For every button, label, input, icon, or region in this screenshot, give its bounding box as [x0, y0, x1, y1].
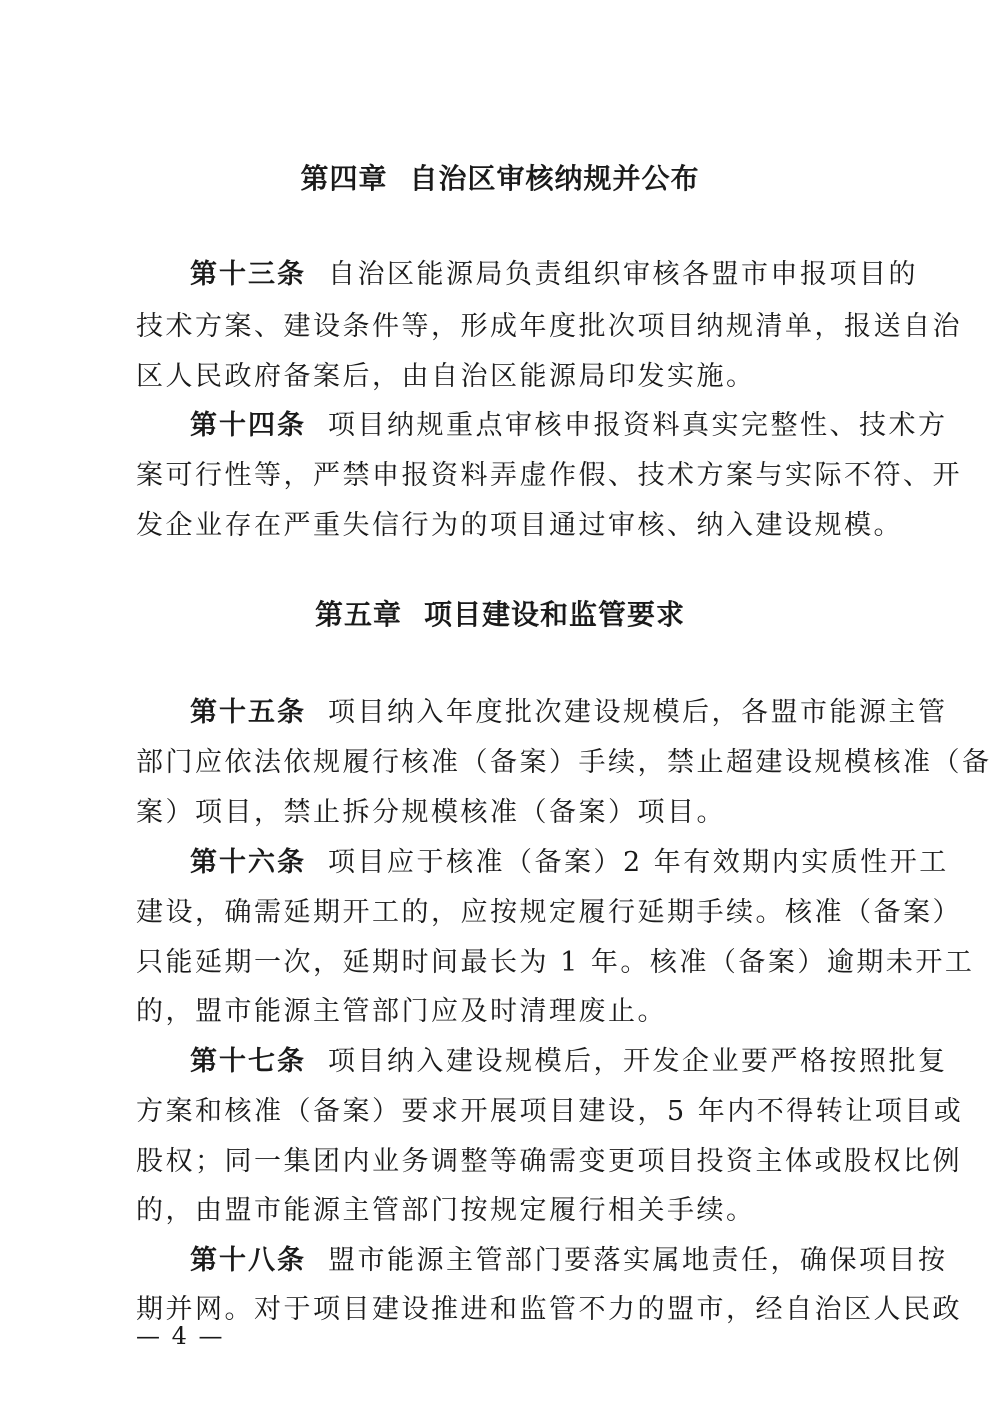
article-16-line-3: 只能延期一次，延期时间最长为 1 年。核准（备案）逾期未开工: [136, 947, 975, 978]
article-18-line-1: [190, 1238, 948, 1277]
article-16-number: 第十六条: [190, 847, 306, 878]
article-18-line-2: 期并网。对于项目建设推进和监管不力的盟市，经自治区人民政: [136, 1294, 962, 1325]
page-number: — 4 —: [136, 1322, 225, 1350]
article-13-number: 第十三条: [190, 259, 306, 290]
article-13-text: 自治区能源局负责组织审核各盟市申报项目的: [328, 259, 918, 290]
article-14-line-2: 案可行性等，严禁申报资料弄虚作假、技术方案与实际不符、开: [136, 460, 962, 491]
article-16-line-4: 的，盟市能源主管部门应及时清理废止。: [136, 996, 667, 1027]
chapter-5-heading: [0, 593, 1000, 633]
article-15-number: 第十五条: [190, 697, 306, 728]
article-16-line-2: 建设，确需延期开工的，应按规定履行延期手续。核准（备案）: [136, 897, 962, 928]
article-15-text: 项目纳入年度批次建设规模后，各盟市能源主管: [328, 697, 948, 728]
article-18-text: 盟市能源主管部门要落实属地责任，确保项目按: [328, 1245, 948, 1276]
article-14-number: 第十四条: [190, 410, 306, 441]
article-13-line-1: [190, 252, 918, 291]
article-17-line-3: 股权；同一集团内业务调整等确需变更项目投资主体或股权比例: [136, 1146, 962, 1177]
article-17-text: 项目纳入建设规模后，开发企业要严格按照批复: [328, 1046, 948, 1077]
article-18-number: 第十八条: [190, 1245, 306, 1276]
article-17-line-1: [190, 1039, 948, 1078]
chapter-4-title: 自治区审核纳规并公布: [409, 162, 700, 195]
article-16-line-1: [190, 840, 949, 879]
article-15-line-3: 案）项目，禁止拆分规模核准（备案）项目。: [136, 797, 726, 828]
article-14-line-1: [190, 403, 948, 442]
article-15-line-1: [190, 690, 948, 729]
article-14-text: 项目纳规重点审核申报资料真实完整性、技术方: [328, 410, 948, 441]
article-13-line-2: 技术方案、建设条件等，形成年度批次项目纳规清单，报送自治: [136, 311, 962, 342]
article-16-text: 项目应于核准（备案）2 年有效期内实质性开工: [328, 847, 949, 878]
article-17-line-2: 方案和核准（备案）要求开展项目建设，5 年内不得转让项目或: [136, 1096, 964, 1127]
article-13-line-3: 区人民政府备案后，由自治区能源局印发实施。: [136, 361, 756, 392]
chapter-4-label: 第四章: [300, 162, 388, 195]
article-17-number: 第十七条: [190, 1046, 306, 1077]
chapter-5-label: 第五章: [314, 598, 402, 631]
article-14-line-3: 发企业存在严重失信行为的项目通过审核、纳入建设规模。: [136, 510, 903, 541]
article-15-line-2: 部门应依法依规履行核准（备案）手续，禁止超建设规模核准（备: [136, 747, 992, 778]
chapter-4-heading: [0, 157, 1000, 197]
chapter-5-title: 项目建设和监管要求: [424, 598, 686, 631]
article-17-line-4: 的，由盟市能源主管部门按规定履行相关手续。: [136, 1195, 756, 1226]
